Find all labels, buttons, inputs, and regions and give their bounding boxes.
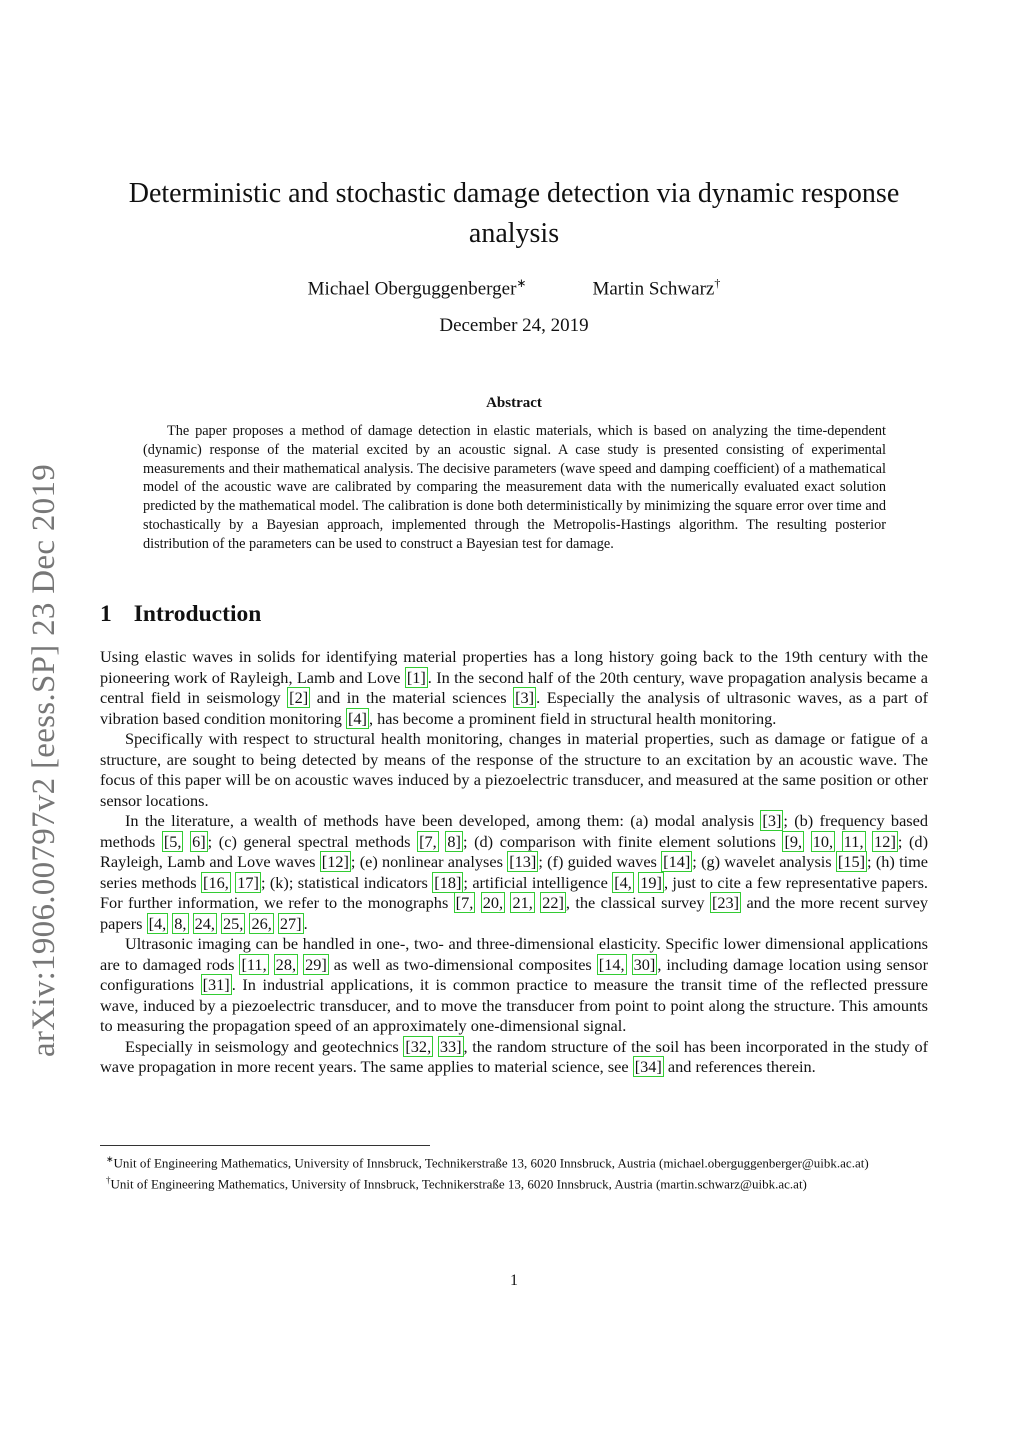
citation-link[interactable]: 21, bbox=[512, 893, 533, 912]
citation-link[interactable]: 8] bbox=[447, 831, 461, 851]
abstract-text: The paper proposes a method of damage detection in elastic materials, which is based on analyzing the time-dependent (dynamic) response of the material excited by an acoustic signal. A case study is presented consisting of experimental measurements and their mathematical analysis. The decisive parameters (wave speed and damping coefficient) of a mathematical model of the acoustic wave are calibrated by comparing the measurement data with the numerically evaluated exact solution predicted by the mathematical model. The calibration is done both deterministically by minimizing the square error over time and stochastically by a Bayesian approach, implemented through the Metropolis-Hastings algorithm. The resulting posterior distribution of the parameters can be used to construct a Bayesian test for damage. bbox=[143, 423, 886, 552]
citation-link[interactable]: [18] bbox=[434, 872, 462, 892]
citation-link[interactable]: [13] bbox=[509, 852, 537, 871]
text-run: ; (f) guided waves bbox=[538, 852, 662, 871]
citation-link[interactable]: 22] bbox=[542, 893, 564, 912]
citation-link[interactable]: [34] bbox=[634, 1057, 662, 1076]
text-run: ; (d) Rayleigh, Lamb and Love waves bbox=[100, 831, 928, 871]
citation-link[interactable]: 19] bbox=[640, 872, 662, 892]
text-run: . bbox=[303, 913, 308, 933]
text-run: , the random structure of the soil has been incorporated in the study of wave propagation in more recent years. The same applies to material science, see bbox=[100, 1036, 929, 1076]
paper-title: Deterministic and stochastic damage detection via dynamic response analysis bbox=[128, 178, 900, 249]
citation-link[interactable]: 20, bbox=[482, 893, 504, 912]
footnote-1 bbox=[100, 1151, 928, 1172]
author-2: Martin Schwarz† bbox=[592, 276, 721, 300]
citation-link[interactable]: 17] bbox=[237, 872, 259, 892]
section-title: Introduction bbox=[133, 601, 262, 627]
text-run bbox=[475, 893, 480, 912]
author-1: Michael Oberguggenberger∗ bbox=[307, 276, 527, 300]
publication-date: December 24, 2019 bbox=[439, 315, 589, 336]
text-run: , just to cite a few representative papers. For further information, we refer to the monographs bbox=[100, 872, 928, 912]
citation-link[interactable]: [32, bbox=[405, 1036, 432, 1056]
text-run: Using elastic waves in solids for identifying material properties has a long history going back to the 19th century with the pioneering work of Rayleigh, Lamb and Love bbox=[100, 647, 928, 687]
abstract-heading: Abstract bbox=[486, 395, 542, 411]
intro-paragraph bbox=[100, 934, 928, 1037]
intro-paragraph bbox=[100, 811, 928, 934]
footnote-divider bbox=[100, 1145, 430, 1146]
citation-link[interactable]: [14] bbox=[663, 852, 691, 871]
citation-link[interactable]: [9, bbox=[784, 831, 803, 851]
citation-link[interactable]: 12] bbox=[874, 831, 896, 851]
citation-link[interactable]: 25, bbox=[223, 913, 244, 933]
citation-link[interactable]: [14, bbox=[598, 954, 625, 974]
citation-link[interactable]: [3] bbox=[762, 811, 782, 830]
section-number: 1 bbox=[100, 601, 112, 627]
citation-link[interactable]: 11, bbox=[843, 831, 864, 851]
citation-link[interactable]: [3] bbox=[515, 688, 535, 707]
text-run: . Especially the analysis of ultrasonic waves, as a part of vibration based condition monitoring bbox=[100, 688, 929, 728]
text-run: ; (k); statistical indicators bbox=[260, 872, 433, 892]
text-run: ; (h) time series methods bbox=[100, 852, 929, 892]
text-run bbox=[189, 914, 193, 933]
text-run: ; (d) comparison with finite element solutions bbox=[462, 831, 783, 851]
footnote-1-text: Unit of Engineering Mathematics, University of Innsbruck, Technikerstraße 13, 6020 Innsbruck, Austria (michael.oberguggenberger@uibk.ac.at) bbox=[113, 1155, 869, 1171]
page-number: 1 bbox=[510, 1272, 518, 1289]
citation-link[interactable]: 33] bbox=[439, 1036, 462, 1056]
citation-link[interactable]: [23] bbox=[711, 893, 740, 912]
text-run: Especially in seismology and geotechnics bbox=[125, 1036, 404, 1056]
introduction-body bbox=[100, 647, 928, 1078]
text-run: and references therein. bbox=[663, 1057, 816, 1076]
text-run: , has become a prominent field in structural health monitoring. bbox=[368, 708, 777, 728]
text-run: ; (b) frequency based methods bbox=[100, 811, 928, 851]
text-run bbox=[804, 832, 811, 851]
text-run bbox=[269, 955, 274, 974]
intro-paragraph bbox=[100, 1037, 928, 1078]
citation-link[interactable]: 8, bbox=[174, 913, 187, 933]
citation-link[interactable]: [4] bbox=[348, 708, 367, 728]
text-run: as well as two-dimensional composites bbox=[328, 954, 597, 974]
text-run: In the literature, a wealth of methods have been developed, among them: (a) modal analysis bbox=[125, 811, 761, 830]
citation-link[interactable]: [15] bbox=[837, 852, 866, 871]
author-2-footnote-mark: † bbox=[714, 276, 721, 290]
author-1-footnote-mark: ∗ bbox=[516, 276, 527, 290]
footnote-1-mark: ∗ bbox=[106, 1154, 114, 1164]
citation-link[interactable]: 24, bbox=[194, 913, 215, 933]
text-run: ; (c) general spectral methods bbox=[207, 831, 418, 851]
text-run bbox=[835, 832, 842, 851]
citation-link[interactable]: 29] bbox=[305, 954, 327, 974]
text-run bbox=[627, 955, 632, 974]
citation-link[interactable]: [11, bbox=[241, 954, 267, 974]
footnotes bbox=[100, 1151, 928, 1193]
text-run: . In industrial applications, it is common practice to measure the transit time of the reflected pressure wave, induced by a piezoelectric transducer, and to move the transducer from point to point along the structure. This amounts to measuring the propagation speed of an approximately one-dimensional signal. bbox=[100, 975, 928, 1035]
text-run: , including damage location using sensor configurations bbox=[100, 954, 928, 994]
citation-link[interactable]: [7, bbox=[455, 893, 474, 912]
author-list bbox=[100, 270, 928, 302]
text-run: and in the material sciences bbox=[310, 688, 514, 707]
citation-link[interactable]: [5, bbox=[163, 831, 182, 851]
citation-link[interactable]: 26, bbox=[251, 913, 272, 933]
citation-link[interactable]: 10, bbox=[812, 831, 834, 851]
citation-link[interactable]: 30] bbox=[633, 954, 656, 974]
text-run: ; (e) nonlinear analyses bbox=[350, 852, 508, 871]
text-run: , the classical survey bbox=[565, 893, 710, 912]
text-run: and the more recent survey papers bbox=[100, 893, 928, 933]
citation-link[interactable]: [16, bbox=[203, 872, 229, 892]
citation-link[interactable]: [1] bbox=[406, 667, 426, 687]
citation-link[interactable]: [2] bbox=[289, 688, 309, 707]
text-run: Ultrasonic imaging can be handled in one-, two- and three-dimensional elasticity. Specific lower dimensional applications are to damaged rods bbox=[100, 934, 928, 974]
citation-link[interactable]: 28, bbox=[275, 954, 297, 974]
text-run: . In the second half of the 20th century, wave propagation analysis became a central field in seismology bbox=[100, 667, 928, 707]
section-heading bbox=[100, 601, 928, 628]
citation-link[interactable]: [31] bbox=[202, 975, 230, 994]
citation-link[interactable]: [4, bbox=[614, 872, 632, 892]
citation-link[interactable]: [12] bbox=[321, 852, 349, 871]
intro-paragraph bbox=[100, 729, 928, 811]
footnote-2 bbox=[100, 1172, 928, 1193]
text-run: Specifically with respect to structural health monitoring, changes in material properties, such as damage or fatigue of a structure, are sought to being detected by means of the response of the structure to an excitation by an acoustic wave. The focus of this paper will be on acoustic waves induced by a piezoelectric transducer, and measured at the same position or other sensor locations. bbox=[100, 729, 928, 810]
arxiv-sidebar-stamp bbox=[22, 440, 68, 1080]
text-run: ; (g) wavelet analysis bbox=[692, 852, 836, 871]
footnote-2-mark: † bbox=[106, 1174, 111, 1185]
citation-link[interactable]: [7, bbox=[419, 831, 437, 851]
text-run: ; artificial intelligence bbox=[463, 872, 613, 892]
citation-link[interactable]: 27] bbox=[279, 913, 302, 933]
footnote-2-text: Unit of Engineering Mathematics, University of Innsbruck, Technikerstraße 13, 6020 Innsbruck, Austria (martin.schwarz@uibk.ac.at) bbox=[110, 1176, 807, 1192]
citation-link[interactable]: 6] bbox=[192, 831, 206, 851]
citation-link[interactable]: [4, bbox=[148, 913, 167, 933]
arxiv-identifier: arXiv:1906.00797v2 [eess.SP] 23 Dec 2019 bbox=[26, 463, 63, 1057]
intro-paragraph bbox=[100, 647, 928, 729]
